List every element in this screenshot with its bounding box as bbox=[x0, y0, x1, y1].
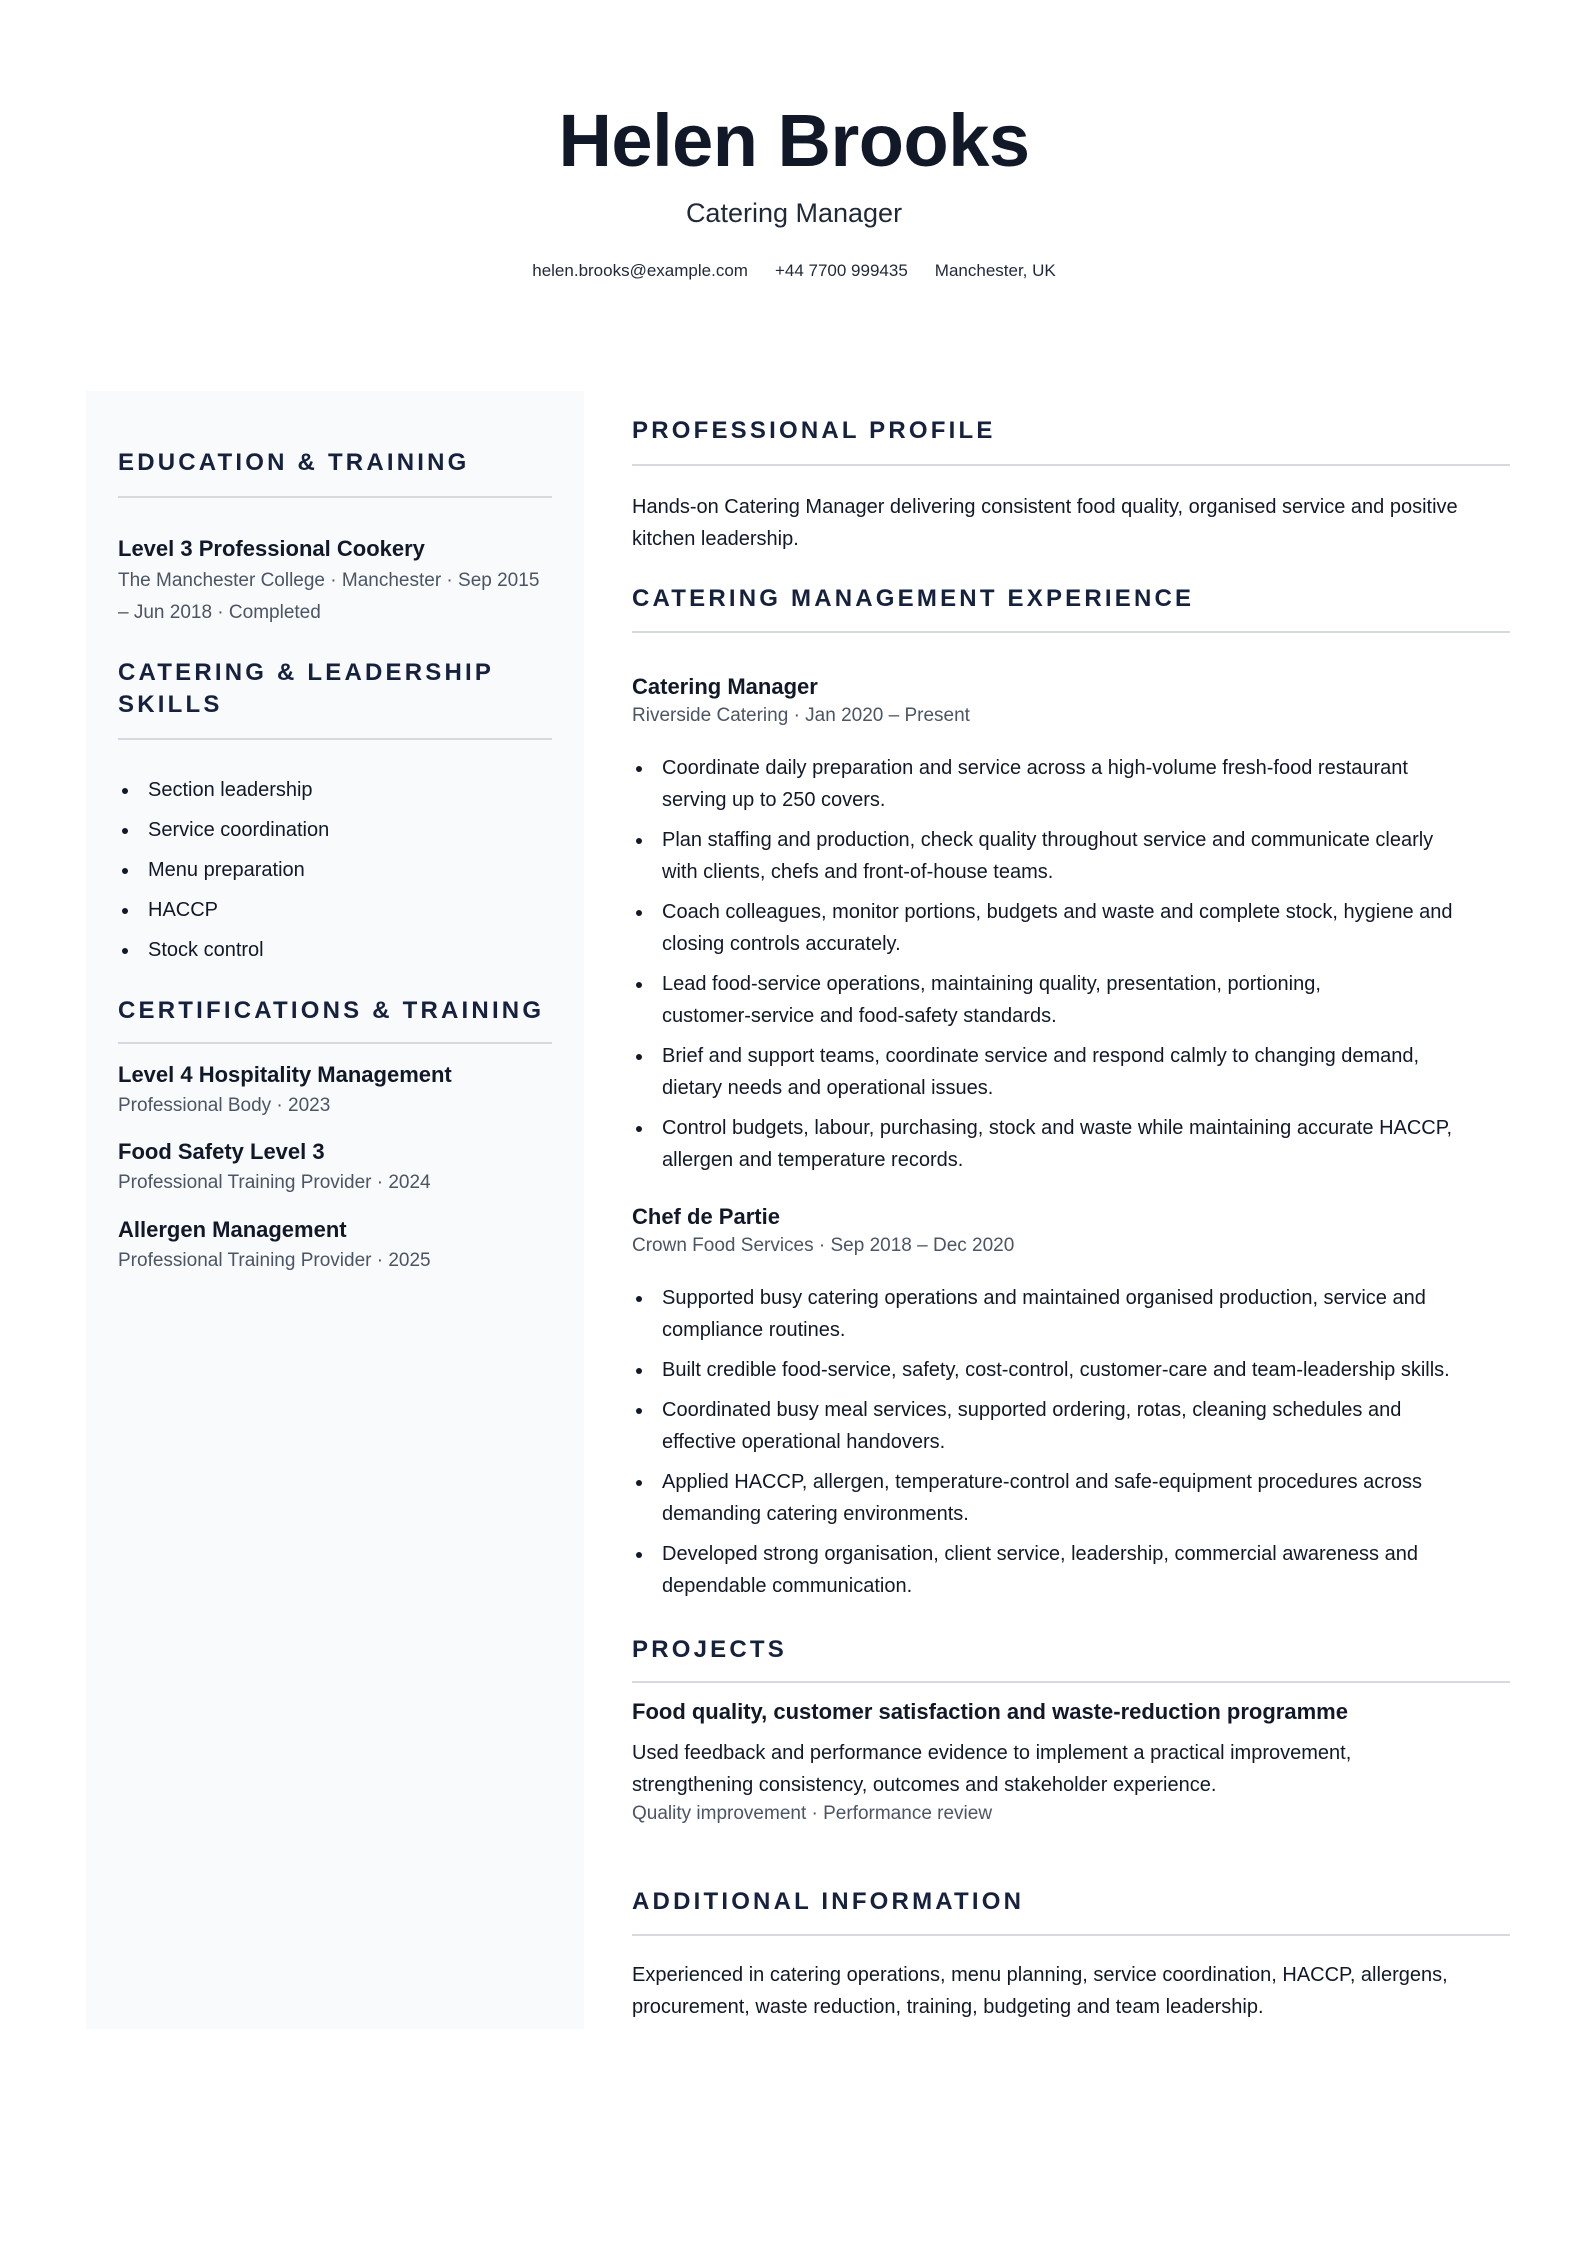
skill-item: Service coordination bbox=[118, 814, 552, 846]
education-item-meta bbox=[118, 565, 568, 629]
education-item-meta-line: The Manchester College · Manchester · Sep 2015 bbox=[118, 570, 540, 591]
projects-section-title: PROJECTS bbox=[632, 1636, 787, 1663]
job-bullet-line: with clients, chefs and front-of-house teams. bbox=[662, 861, 1054, 883]
job-bullet-line: allergen and temperature records. bbox=[662, 1149, 964, 1171]
job-bullet-line: closing controls accurately. bbox=[662, 933, 901, 955]
additional-section-title: ADDITIONAL INFORMATION bbox=[632, 1888, 1025, 1915]
skill-item: HACCP bbox=[118, 894, 552, 926]
additional-text-line: procurement, waste reduction, training, budgeting and team leadership. bbox=[632, 1996, 1264, 2018]
job-bullet bbox=[632, 824, 1510, 888]
additional-text bbox=[632, 1959, 1510, 2023]
job-bullet-line: serving up to 250 covers. bbox=[662, 789, 886, 811]
contact-location: Manchester, UK bbox=[934, 261, 1056, 280]
skills-title-line: SKILLS bbox=[118, 691, 223, 718]
project-tags: Quality improvement · Performance review bbox=[632, 1803, 993, 1824]
profile-divider bbox=[632, 464, 1510, 466]
contact-email[interactable]: helen.brooks@example.com bbox=[532, 261, 748, 280]
skill-item: Section leadership bbox=[118, 774, 552, 806]
job-bullet-line: customer-service and food-safety standards. bbox=[662, 1005, 1057, 1027]
additional-text-line: Experienced in catering operations, menu planning, service coordination, HACCP, allergens, bbox=[632, 1964, 1448, 1986]
profile-section-title: PROFESSIONAL PROFILE bbox=[632, 417, 996, 444]
skill-item: Stock control bbox=[118, 934, 552, 966]
job-title: Catering Manager bbox=[632, 674, 818, 699]
profile-text-line: Hands-on Catering Manager delivering consistent food quality, organised service and positive bbox=[632, 496, 1458, 518]
certification-meta: Professional Body · 2023 bbox=[118, 1095, 331, 1116]
certification-title: Level 4 Hospitality Management bbox=[118, 1062, 452, 1087]
certification-title: Food Safety Level 3 bbox=[118, 1139, 325, 1164]
job-meta: Riverside Catering · Jan 2020 – Present bbox=[632, 705, 970, 726]
certification-meta: Professional Training Provider · 2025 bbox=[118, 1250, 431, 1271]
job-bullet-line: Coordinated busy meal services, supported ordering, rotas, cleaning schedules and bbox=[662, 1399, 1402, 1421]
job-bullet-line: demanding catering environments. bbox=[662, 1503, 969, 1525]
job-bullet-line: Supported busy catering operations and maintained organised production, service and bbox=[662, 1287, 1426, 1309]
job-bullet-line: dietary needs and operational issues. bbox=[662, 1077, 994, 1099]
job-title: Chef de Partie bbox=[632, 1204, 780, 1229]
job-bullet bbox=[632, 1040, 1510, 1104]
additional-divider bbox=[632, 1934, 1510, 1936]
job-bullet-line: Coordinate daily preparation and service across a high-volume fresh-food restaurant bbox=[662, 757, 1408, 779]
candidate-role: Catering Manager bbox=[685, 198, 903, 228]
job-bullet-line: effective operational handovers. bbox=[662, 1431, 946, 1453]
job-bullet bbox=[632, 1538, 1510, 1602]
contact-phone[interactable]: +44 7700 999435 bbox=[774, 261, 908, 280]
job-bullet bbox=[632, 1394, 1510, 1458]
job-bullet bbox=[632, 1112, 1510, 1176]
job-bullet bbox=[632, 1282, 1510, 1346]
profile-text bbox=[632, 491, 1510, 555]
job-meta: Crown Food Services · Sep 2018 – Dec 2020 bbox=[632, 1235, 1015, 1256]
education-divider bbox=[118, 496, 552, 498]
education-item-title: Level 3 Professional Cookery bbox=[118, 536, 425, 561]
job-bullet-line: Coach colleagues, monitor portions, budgets and waste and complete stock, hygiene and bbox=[662, 901, 1453, 923]
job-bullet bbox=[632, 1466, 1510, 1530]
profile-text-line: kitchen leadership. bbox=[632, 528, 799, 550]
certifications-divider bbox=[118, 1042, 552, 1044]
certification-title: Allergen Management bbox=[118, 1217, 347, 1242]
experience-divider bbox=[632, 631, 1510, 633]
skills-title-line: CATERING & LEADERSHIP bbox=[118, 659, 495, 686]
project-title: Food quality, customer satisfaction and waste-reduction programme bbox=[632, 1699, 1348, 1724]
job-bullet-line: Lead food-service operations, maintaining quality, presentation, portioning, bbox=[662, 973, 1321, 995]
job-bullets bbox=[632, 752, 1510, 1176]
education-item-meta-line: – Jun 2018 · Completed bbox=[118, 602, 321, 623]
certifications-section-title: CERTIFICATIONS & TRAINING bbox=[118, 997, 545, 1024]
skills-list bbox=[118, 774, 552, 966]
job-bullet-line: Applied HACCP, allergen, temperature-control and safe-equipment procedures across bbox=[662, 1471, 1423, 1493]
sidebar bbox=[86, 391, 584, 2029]
contact-line bbox=[0, 260, 1588, 282]
project-description-line: strengthening consistency, outcomes and stakeholder experience. bbox=[632, 1774, 1217, 1796]
job-bullet-line: Plan staffing and production, check quality throughout service and communicate clearly bbox=[662, 829, 1434, 851]
skills-section-title bbox=[118, 657, 494, 721]
job-bullets bbox=[632, 1282, 1510, 1602]
job-bullet bbox=[632, 752, 1510, 816]
skills-divider bbox=[118, 738, 552, 740]
job-bullet-line: dependable communication. bbox=[662, 1575, 913, 1597]
job-bullet-line: compliance routines. bbox=[662, 1319, 846, 1341]
education-section-title: EDUCATION & TRAINING bbox=[118, 449, 470, 476]
experience-section-title: CATERING MANAGEMENT EXPERIENCE bbox=[632, 585, 1195, 612]
job-bullet-line: Built credible food-service, safety, cost-control, customer-care and team-leadership skills. bbox=[662, 1359, 1450, 1381]
skill-item: Menu preparation bbox=[118, 854, 552, 886]
project-description bbox=[632, 1737, 1510, 1801]
candidate-name: Helen Brooks bbox=[558, 99, 1030, 182]
job-bullet bbox=[632, 1354, 1510, 1386]
job-bullet-line: Brief and support teams, coordinate service and respond calmly to changing demand, bbox=[662, 1045, 1420, 1067]
projects-divider bbox=[632, 1681, 1510, 1683]
job-bullet bbox=[632, 968, 1510, 1032]
job-bullet-line: Control budgets, labour, purchasing, stock and waste while maintaining accurate HACCP, bbox=[662, 1117, 1453, 1139]
job-bullet bbox=[632, 896, 1510, 960]
job-bullet-line: Developed strong organisation, client service, leadership, commercial awareness and bbox=[662, 1543, 1418, 1565]
certification-meta: Professional Training Provider · 2024 bbox=[118, 1172, 431, 1193]
project-description-line: Used feedback and performance evidence to implement a practical improvement, bbox=[632, 1742, 1352, 1764]
